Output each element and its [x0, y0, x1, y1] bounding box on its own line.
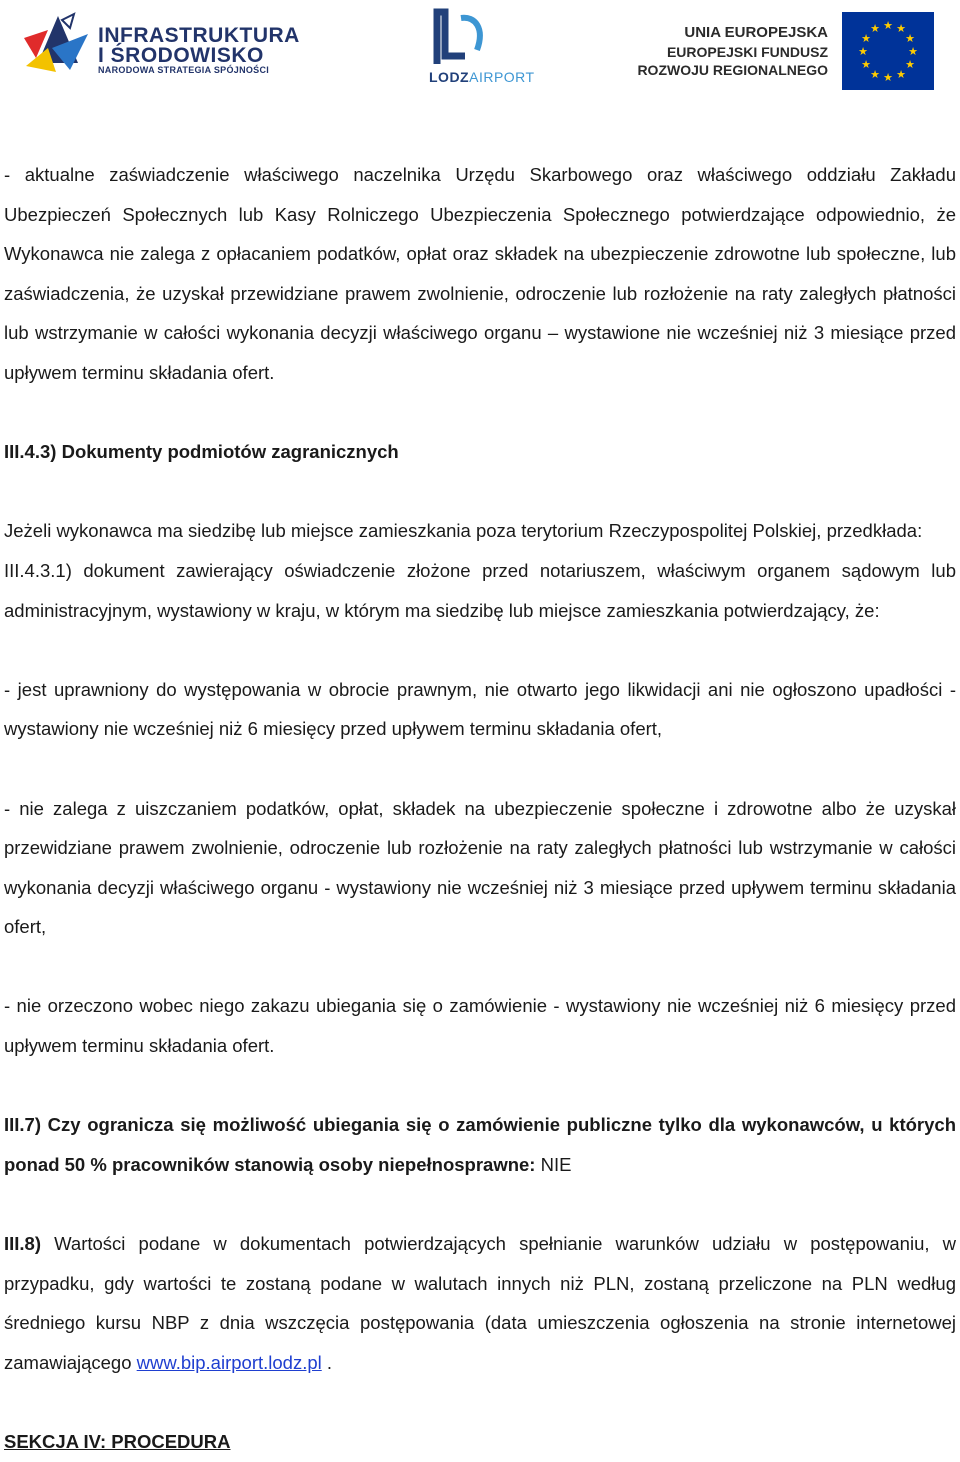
svg-text:★: ★	[896, 22, 906, 35]
spacer	[4, 393, 956, 433]
svg-text:★: ★	[883, 71, 893, 84]
spacer	[4, 947, 956, 987]
svg-text:★: ★	[861, 32, 871, 45]
lodz-airport-logo	[425, 6, 545, 86]
svg-text:★: ★	[905, 58, 915, 71]
eu-line-3: ROZWOJU REGIONALNEGO	[637, 62, 828, 78]
eu-fund-logo	[637, 19, 936, 92]
svg-text:★: ★	[870, 22, 880, 35]
svg-text:★: ★	[870, 68, 880, 81]
eu-line-2: EUROPEJSKI FUNDUSZ	[666, 44, 828, 60]
paragraph-notary-document: III.4.3.1) dokument zawierający oświadczenie złożone przed notariuszem, właściwym organem sądowym lub administracyjnym, wystawiony w kraju, w którym ma siedzibę lub miejsce zamieszkania potwierdzający, że:	[4, 559, 956, 621]
heading-foreign-entities: III.4.3) Dokumenty podmiotów zagranicznych	[4, 441, 399, 463]
svg-text:★: ★	[908, 45, 918, 58]
airport-wordmark-part: AIRPORT	[469, 69, 535, 85]
disabled-workers-answer: NIE	[535, 1153, 572, 1175]
spacer	[4, 472, 956, 512]
logo-line-2: I ŚRODOWISKO	[98, 44, 264, 67]
currency-label: III.8)	[4, 1233, 42, 1255]
bip-link[interactable]: www.bip.airport.lodz.pl	[136, 1351, 322, 1373]
logo-line-3: NARODOWA STRATEGIA SPÓJNOŚCI	[98, 65, 270, 75]
eu-flag-icon	[842, 12, 934, 90]
spacer	[4, 1066, 956, 1106]
svg-text:★: ★	[858, 45, 868, 58]
paragraph-currency	[4, 1224, 956, 1382]
section-heading: SEKCJA IV: PROCEDURA	[4, 1431, 231, 1452]
eu-line-1: UNIA EUROPEJSKA	[684, 24, 828, 41]
svg-text:★: ★	[883, 19, 893, 32]
paragraph-foreign-intro: Jeżeli wykonawca ma siedzibę lub miejsce zamieszkania poza terytorium Rzeczypospolitej Polskiej, przedkłada:	[4, 520, 923, 542]
paragraph-ban: - nie orzeczono wobec niego zakazu ubiegania się o zamówienie - wystawiony nie wcześniej niż 6 miesięcy przed upływem terminu składania ofert.	[4, 995, 956, 1057]
spacer	[4, 1382, 956, 1422]
logo-line-1: INFRASTRUKTURA	[98, 24, 300, 47]
lodz-wordmark-part: LODZ	[429, 69, 470, 85]
page-header	[0, 0, 960, 100]
spacer	[4, 1184, 956, 1224]
svg-text:★: ★	[896, 68, 906, 81]
currency-end: .	[321, 1351, 333, 1373]
airport-mark-icon	[431, 6, 491, 68]
paragraph-legal-capacity: - jest uprawniony do występowania w obrocie prawnym, nie otwarto jego likwidacji ani nie ogłoszono upadłości - wystawiony nie wcześniej niż 6 miesięcy przed upływem terminu składania ofert,	[4, 678, 956, 740]
spacer	[4, 630, 956, 670]
paragraph-certificate: - aktualne zaświadczenie właściwego naczelnika Urzędu Skarbowego oraz właściwego oddziału Zakładu Ubezpieczeń Społecznych lub Kasy Rolniczego Ubezpieczenia Społecznego potwierdzające odpowiednio, że Wykonawca nie zalega z opłacaniem podatków, opłat oraz składek na ubezpieczenie zdrowotne lub społeczne, lub zaświadczenia, że uzyskał przewidziane prawem zwolnienie, odroczenie lub rozłożenie na raty zaległych płatności lub wstrzymanie w całości wykonania decyzji właściwego organu – wystawione nie wcześniej niż 3 miesiące przed upływem terminu składania ofert.	[4, 164, 956, 383]
spacer	[4, 749, 956, 789]
svg-text:★: ★	[905, 32, 915, 45]
paragraph-disabled-workers	[4, 1105, 956, 1184]
lodz-airport-wordmark	[429, 69, 535, 85]
infrastruktura-srodowisko-logo	[18, 8, 298, 78]
document-body	[4, 155, 956, 1462]
paragraph-taxes: - nie zalega z uiszczaniem podatków, opłat, składek na ubezpieczenie społeczne i zdrowotne albo że uzyskał przewidziane prawem zwolnienie, odroczenie lub rozłożenie na raty zaległych płatności lub wstrzymanie w całości wykonania decyzji właściwego organu - wystawiony nie wcześniej niż 3 miesiące przed upływem terminu składania ofert,	[4, 797, 956, 938]
svg-text:★: ★	[861, 58, 871, 71]
star-icon	[18, 8, 96, 78]
disabled-workers-question: III.7) Czy ogranicza się możliwość ubiegania się o zamówienie publiczne tylko dla wykonawców, u których ponad 50 % pracowników stanowią osoby niepełnosprawne:	[4, 1114, 956, 1175]
currency-text: Wartości podane w dokumentach potwierdzających spełnianie warunków udziału w postępowaniu, w przypadku, gdy wartości te zostaną podane w walutach innych niż PLN, zostaną przeliczone na PLN według średniego kursu NBP z dnia wszczęcia postępowania (data umieszczenia ogłoszenia na stronie internetowej zamawiającego	[4, 1233, 956, 1373]
